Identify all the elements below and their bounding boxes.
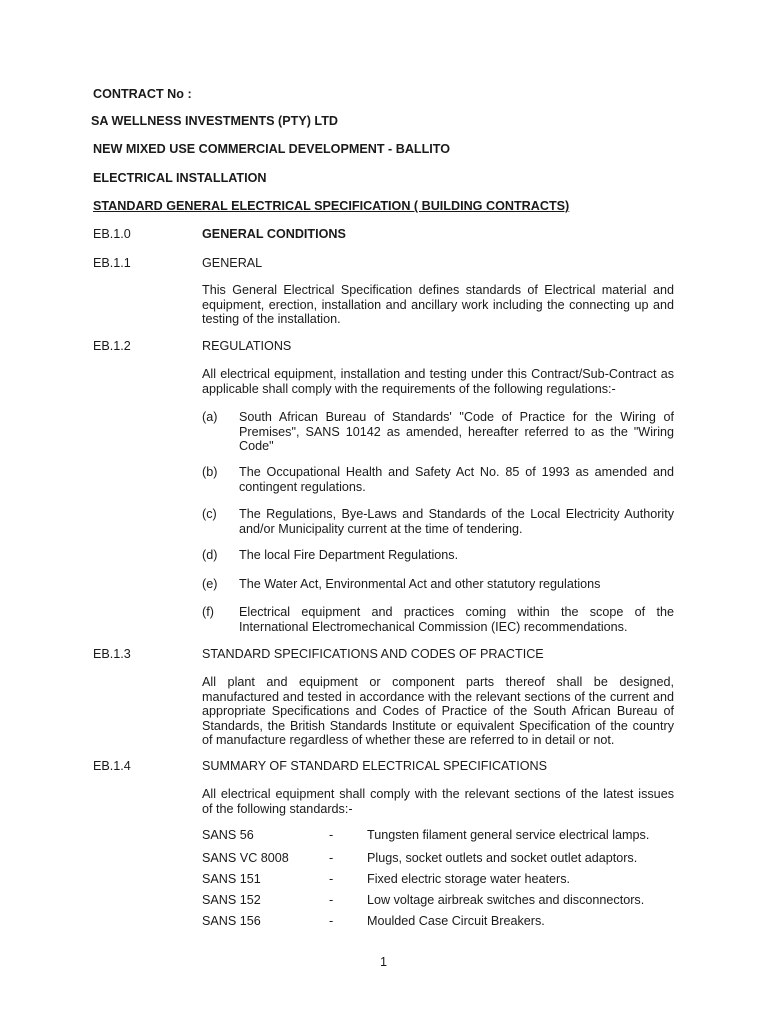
list-item xyxy=(239,410,674,454)
standard-description: Fixed electric storage water heaters. xyxy=(367,872,570,886)
list-item-line: The local Fire Department Regulations. xyxy=(239,548,459,562)
paragraph-line: All plant and equipment or component parts thereof shall be designed, xyxy=(202,675,674,689)
list-item xyxy=(239,548,674,563)
page-number: 1 xyxy=(380,955,388,969)
list-item-label: (e) xyxy=(202,577,218,591)
paragraph-line: All electrical equipment shall comply with the relevant sections of the latest issues xyxy=(202,787,674,801)
section-paragraph xyxy=(202,675,674,748)
section-title: GENERAL CONDITIONS xyxy=(202,227,346,241)
paragraph-line: manufactured and tested in accordance with the relevant sections of the current and xyxy=(202,689,674,704)
list-item xyxy=(239,465,674,494)
paragraph-line: of manufacture regardless of whether these are referred to in detail or not. xyxy=(202,733,615,748)
standard-code: SANS 56 xyxy=(202,828,254,842)
section-title: REGULATIONS xyxy=(202,339,292,353)
client-name: SA WELLNESS INVESTMENTS (PTY) LTD xyxy=(91,114,338,128)
scope-title: ELECTRICAL INSTALLATION xyxy=(93,171,267,185)
paragraph-line: equipment, erection, installation and ancillary work including the connecting up and xyxy=(202,297,674,312)
paragraph-line: applicable shall comply with the requirements of the following regulations:- xyxy=(202,381,616,396)
paragraph-line: Standards, the British Standards Institute or equivalent Specification of the country xyxy=(202,718,674,733)
list-item-line: The Regulations, Bye-Laws and Standards of the Local Electricity Authority xyxy=(239,507,674,521)
section-number: EB.1.3 xyxy=(93,647,131,661)
list-item-label: (a) xyxy=(202,410,218,424)
list-item-label: (b) xyxy=(202,465,218,479)
section-title: GENERAL xyxy=(202,256,263,270)
paragraph-line: of the following standards:- xyxy=(202,801,353,816)
standard-dash: - xyxy=(329,828,334,842)
standard-dash: - xyxy=(329,872,334,886)
list-item-line: The Occupational Health and Safety Act No. 85 of 1993 as amended and xyxy=(239,465,674,479)
standard-dash: - xyxy=(329,914,334,928)
section-number: EB.1.1 xyxy=(93,256,131,270)
section-paragraph xyxy=(202,787,674,816)
list-item-line: Code" xyxy=(239,439,274,454)
paragraph-line: testing of the installation. xyxy=(202,312,341,327)
list-item-label: (c) xyxy=(202,507,217,521)
list-item-line: Electrical equipment and practices coming within the scope of the xyxy=(239,605,674,619)
section-number: EB.1.4 xyxy=(93,759,131,773)
standard-dash: - xyxy=(329,893,334,907)
contract-number-label: CONTRACT No : xyxy=(93,87,192,101)
standard-description: Plugs, socket outlets and socket outlet adaptors. xyxy=(367,851,638,865)
list-item-label: (d) xyxy=(202,548,218,562)
section-paragraph xyxy=(202,283,674,327)
list-item-line: South African Bureau of Standards' "Code of Practice for the Wiring of xyxy=(239,410,674,424)
section-title: SUMMARY OF STANDARD ELECTRICAL SPECIFICATIONS xyxy=(202,759,547,773)
section-number: EB.1.2 xyxy=(93,339,131,353)
paragraph-line: appropriate Specifications and Codes of Practice of the South African Bureau of xyxy=(202,704,674,719)
list-item xyxy=(239,577,674,592)
list-item-line: contingent regulations. xyxy=(239,479,366,494)
list-item-line: International Electromechanical Commission (IEC) recommendations. xyxy=(239,619,628,634)
list-item xyxy=(239,507,674,536)
paragraph-line: All electrical equipment, installation and testing under this Contract/Sub-Contract as xyxy=(202,367,674,381)
paragraph-line: This General Electrical Specification defines standards of Electrical material and xyxy=(202,283,674,297)
project-name: NEW MIXED USE COMMERCIAL DEVELOPMENT - BALLITO xyxy=(93,142,451,156)
list-item-line: and/or Municipality current at the time of tendering. xyxy=(239,521,523,536)
standard-code: SANS 152 xyxy=(202,893,261,907)
standard-dash: - xyxy=(329,851,334,865)
standard-description: Low voltage airbreak switches and disconnectors. xyxy=(367,893,645,907)
standard-description: Tungsten filament general service electrical lamps. xyxy=(367,828,650,842)
list-item-label: (f) xyxy=(202,605,214,619)
section-title: STANDARD SPECIFICATIONS AND CODES OF PRACTICE xyxy=(202,647,544,661)
list-item xyxy=(239,605,674,634)
spec-title: STANDARD GENERAL ELECTRICAL SPECIFICATION ( BUILDING CONTRACTS) xyxy=(93,199,570,213)
list-item-line: Premises", SANS 10142 as amended, hereafter referred to as the "Wiring xyxy=(239,424,674,439)
standard-code: SANS 156 xyxy=(202,914,261,928)
section-paragraph xyxy=(202,367,674,396)
section-number: EB.1.0 xyxy=(93,227,131,241)
standard-code: SANS VC 8008 xyxy=(202,851,289,865)
standard-description: Moulded Case Circuit Breakers. xyxy=(367,914,545,928)
list-item-line: The Water Act, Environmental Act and other statutory regulations xyxy=(239,577,601,591)
standard-code: SANS 151 xyxy=(202,872,261,886)
